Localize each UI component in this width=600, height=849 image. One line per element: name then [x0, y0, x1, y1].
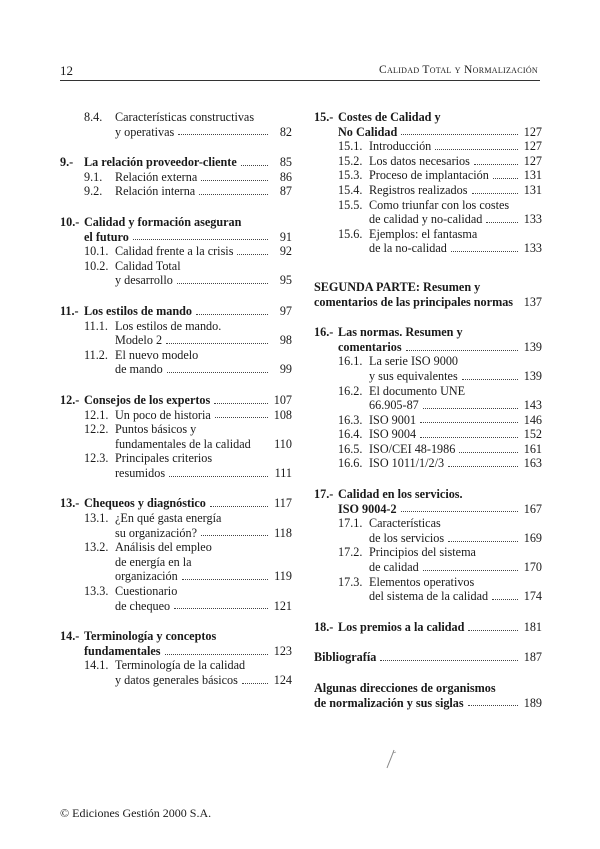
page-ref: 121	[273, 598, 292, 613]
toc-bibliografia: Bibliografía 187	[314, 650, 542, 665]
toc-entry-10-1: 10.1. Calidad frente a la crisis 92	[84, 244, 292, 259]
page-ref: 123	[273, 643, 292, 658]
page-ref: 127	[523, 139, 542, 154]
pen-mark-icon	[384, 748, 398, 772]
toc-chapter-12: 12.- Consejos de los expertos 107	[60, 392, 292, 407]
page-ref: 133	[523, 241, 542, 256]
page-ref: 137	[523, 294, 542, 309]
toc-chapter-11: 11.- Los estilos de mando 97	[60, 303, 292, 318]
page-ref: 117	[274, 496, 292, 511]
toc-entry-17-1: 17.1. Características	[338, 516, 441, 531]
page-ref: 110	[274, 436, 292, 451]
page-number: 12	[60, 63, 73, 78]
toc-entry-13-1: 13.1. ¿En qué gasta energía	[84, 511, 222, 526]
page-ref: 127	[523, 153, 542, 168]
toc-entry-12-1: 12.1. Un poco de historia 108	[84, 407, 292, 422]
page-ref: 119	[274, 569, 292, 584]
toc-entry-16-3: 16.3. ISO 9001 146	[338, 412, 542, 427]
toc-entry-9-2: 9.2. Relación interna 87	[84, 184, 292, 199]
toc-entry-8-4: 8.4. Características constructivas	[84, 110, 255, 124]
page-ref: 146	[523, 412, 542, 427]
page-ref: 169	[523, 530, 542, 545]
page-ref: 139	[523, 368, 542, 383]
page-ref: 143	[523, 398, 542, 413]
page-ref: 91	[279, 229, 292, 244]
toc-chapter-9: 9.- La relación proveedor-cliente 85	[60, 155, 292, 170]
toc-chapter-15: 15.- Costes de Calidad y	[314, 110, 441, 124]
toc-entry-10-2: 10.2. Calidad Total	[84, 258, 181, 273]
toc-chapter-10: 10.- Calidad y formación aseguran	[60, 214, 242, 229]
page-ref: 163	[523, 456, 542, 471]
page-ref: 152	[523, 427, 542, 442]
page-ref: 85	[279, 155, 292, 170]
toc-entry-15-1: 15.1. Introducción 127	[338, 139, 542, 154]
page-ref: 189	[523, 695, 542, 710]
toc-chapter-13: 13.- Chequeos y diagnóstico 117	[60, 496, 292, 511]
page-ref: 86	[279, 169, 292, 184]
page-ref: 108	[273, 407, 292, 422]
page-ref: 131	[523, 182, 542, 197]
page-ref: 170	[523, 560, 542, 575]
toc-entry-12-2: 12.2. Puntos básicos y	[84, 422, 197, 437]
page-ref: 92	[279, 244, 292, 259]
page-ref: 82	[279, 124, 292, 139]
toc-entry-15-5: 15.5. Como triunfar con los costes	[338, 197, 510, 212]
page-ref: 118	[274, 525, 292, 540]
page-ref: 174	[523, 589, 542, 604]
page-ref: 98	[279, 333, 292, 348]
toc-entry-13-3: 13.3. Cuestionario	[84, 584, 178, 599]
toc-entry-15-4: 15.4. Registros realizados 131	[338, 182, 542, 197]
toc-direcciones: Algunas direcciones de organismos	[314, 681, 496, 695]
header-rule	[60, 80, 540, 81]
toc-entry-16-5: 16.5. ISO/CEI 48-1986 161	[338, 441, 542, 456]
toc-entry-17-2: 17.2. Principios del sistema	[338, 545, 476, 560]
toc-chapter-18: 18.- Los premios a la calidad 181	[314, 619, 542, 634]
toc-chapter-14: 14.- Terminología y conceptos	[60, 629, 217, 644]
toc-chapter-16: 16.- Las normas. Resumen y	[314, 325, 463, 340]
page-ref: 139	[523, 339, 542, 354]
footer-copyright: © Ediciones Gestión 2000 S.A.	[60, 806, 212, 820]
toc-entry-15-3: 15.3. Proceso de implantación 131	[338, 168, 542, 183]
toc-entry-13-2: 13.2. Análisis del empleo	[84, 540, 212, 555]
toc-left-column: 8.4. Características constructivas y operativas 82 9.- La relación proveedor-cliente 85 9.1. Relación externa 86 9.2. Relación interna 87 10.- Calidad y formación aseguran el futuro 91 10.1. Calidad frente a la crisis 92 10.2. Calidad Total y desarrollo 95 11.- Los estilos de mando 97 11.1. Los estilos de mando. Modelo 2 98 11.2. El nuevo modelo de mando 99 12.- Consejos de los expertos 107 12.1. Un poco de historia 108 12.2. Puntos básicos y fundamentales de la calidad 110 12.3. Principales criterios resumidos 111 13.- Chequeos y diagnóstico 117 13.1. ¿En qué gasta energía su organización? 118 13.2. Análisis del empleo de energía en la organización 119 13.3. Cuestionario de chequeo 121 14.- Terminología y conceptos fundamentales 123 14.1. Terminología de la calidad y datos generales básicos 124	[60, 110, 292, 687]
toc-entry-16-1: 16.1. La serie ISO 9000	[338, 354, 459, 369]
toc-entry-11-1: 11.1. Los estilos de mando.	[84, 318, 222, 333]
page-ref: 97	[279, 303, 292, 318]
page-ref: 99	[279, 362, 292, 377]
toc-entry-9-1: 9.1. Relación externa 86	[84, 169, 292, 184]
page-ref: 87	[279, 184, 292, 199]
running-title: Calidad Total y Normalización	[378, 64, 538, 76]
page-ref: 161	[523, 441, 542, 456]
toc-entry-15-2: 15.2. Los datos necesarios 127	[338, 153, 542, 168]
page-ref: 133	[523, 212, 542, 227]
page-ref: 167	[523, 501, 542, 516]
toc-entry-16-2: 16.2. El documento UNE	[338, 383, 466, 398]
page-ref: 111	[274, 465, 292, 480]
toc-entry-15-6: 15.6. Ejemplos: el fantasma	[338, 226, 478, 241]
toc-part-2: SEGUNDA PARTE: Resumen y	[314, 279, 481, 294]
page-ref: 127	[523, 124, 542, 139]
toc-entry-16-6: 16.6. ISO 1011/1/2/3 163	[338, 456, 542, 471]
page-ref: 187	[523, 650, 542, 665]
toc-chapter-17: 17.- Calidad en los servicios.	[314, 487, 463, 502]
toc-entry-12-3: 12.3. Principales criterios	[84, 451, 213, 466]
toc-entry-16-4: 16.4. ISO 9004 152	[338, 427, 542, 442]
toc-entry-17-3: 17.3. Elementos operativos	[338, 574, 475, 589]
toc-entry-11-2: 11.2. El nuevo modelo	[84, 347, 199, 362]
toc-entry-14-1: 14.1. Terminología de la calidad	[84, 658, 246, 673]
page-ref: 95	[279, 273, 292, 288]
page-ref: 107	[273, 392, 292, 407]
toc-right-column: 15.- Costes de Calidad y No Calidad 127 15.1. Introducción 127 15.2. Los datos necesarios 127 15.3. Proceso de implantación 131 15.4. Registros realizados 131 15.5. Como triunfar con los costes de calidad y no-calidad 133 15.6. Ejemplos: el fantasma de la no-calidad 133 SEGUNDA PARTE: Resumen y comentarios de las principales normas 137 16.- Las normas. Resumen y comentarios 139 16.1. La serie ISO 9000 y sus equivalentes 139 16.2. El documento UNE 66.905-87 143 16.3. ISO 9001 146 16.4. ISO 9004 152 16.5. ISO/CEI 48-1986 161 16.6. ISO 1011/1/2/3 163 17.- Calidad en los servicios. ISO 9004-2 167 17.1. Características de los servicios 169 17.2. Principios del sistema de calidad 170 17.3. Elementos operativos del sistema de la calidad 174 18.- Los premios a la calidad 181 Bibliografía 187 Algunas direcciones de organismos de normalización y sus siglas 189	[314, 110, 542, 710]
page-ref: 181	[523, 619, 542, 634]
page-ref: 131	[523, 168, 542, 183]
page-ref: 124	[273, 673, 292, 687]
